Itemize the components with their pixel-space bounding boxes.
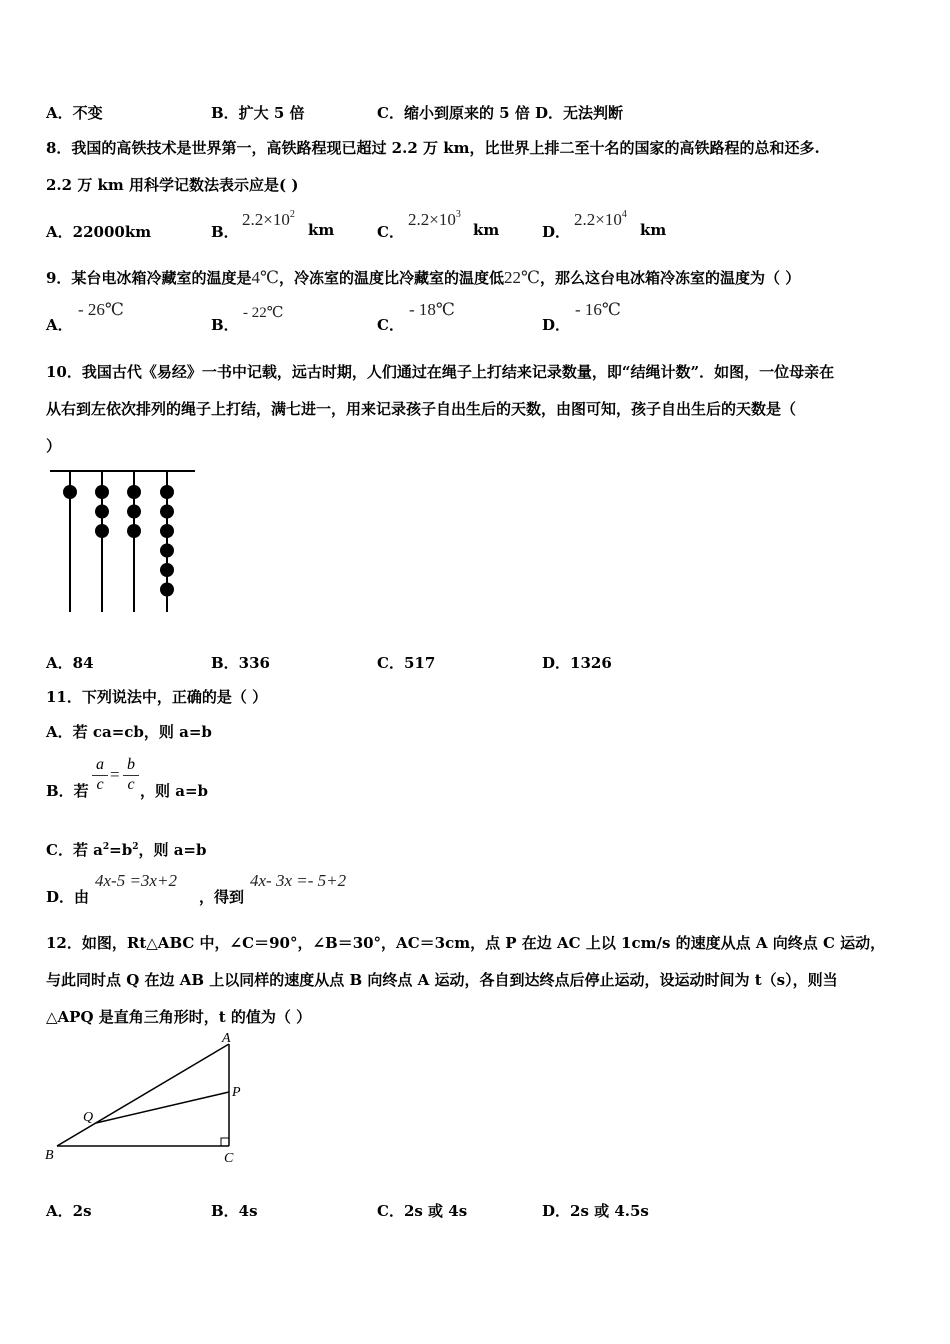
rope-4-knot <box>160 583 174 597</box>
rope-1-knot <box>63 485 77 499</box>
rope-2-knot <box>95 485 109 499</box>
q9-option-b-label: B． <box>211 316 239 334</box>
q9-option-a-label: A． <box>46 316 73 334</box>
q9-temp-fridge: 4℃ <box>251 268 279 287</box>
rope-3-knot <box>127 505 141 519</box>
label-a: A <box>222 1031 231 1046</box>
right-angle-mark <box>221 1138 229 1146</box>
rope-4-knot <box>160 544 174 558</box>
q11-option-b-pre: B．若 <box>46 782 89 800</box>
triangle-figure <box>40 1030 250 1170</box>
q8-stem-line1: 8．我国的高铁技术是世界第一，高铁路程现已超过 2.2 万 km，比世界上排二至十名的国家的高铁路程的总和还多. <box>46 139 820 157</box>
q9-option-c-label: C． <box>377 316 404 334</box>
q10-option-a: A．84 <box>46 654 94 672</box>
q12-stem-line3: △APQ 是直角三角形时，t 的值为（ ） <box>46 1008 312 1026</box>
rope-4-knot <box>160 485 174 499</box>
side-ab <box>57 1044 229 1146</box>
q11-option-b-post: ，则 a=b <box>140 782 208 800</box>
q11-option-d-mid: ，得到 <box>199 888 245 906</box>
q9-option-d-value: - 16℃ <box>575 300 621 319</box>
q11-option-c: C．若 $a^2=b^2$，则 a=b <box>46 841 207 859</box>
q11-option-d-pre: D．由 <box>46 888 90 906</box>
q11-stem: 11．下列说法中，正确的是（ ） <box>46 688 268 706</box>
q12-stem-line1: 12．如图，Rt△ABC 中，∠C＝90°，∠B＝30°，AC＝3cm，点 P 在边 AC 上以 1cm/s 的速度从点 A 向终点 C 运动， <box>46 934 886 952</box>
q8-option-d-value: $2.2\times 10^4$ <box>574 209 627 229</box>
q9-temp-diff: 22℃ <box>504 268 541 287</box>
q11-equals-sign: = <box>110 765 120 784</box>
q11-fraction-a-over-c: $\frac{a}{c}$ <box>92 756 108 794</box>
rope-4-knot <box>160 563 174 577</box>
q10-stem-line2: 从右到左依次排列的绳子上打结，满七进一，用来记录孩子自出生后的天数，由图可知，孩子自出生后的天数是（ <box>46 400 797 418</box>
q10-stem-line1: 10．我国古代《易经》一书中记载，远古时期，人们通过在绳子上打结来记录数量，即“结绳计数”．如图，一位母亲在 <box>46 363 835 381</box>
q11-equation-result: 4x- 3x =- 5+2 <box>250 871 347 890</box>
q9-option-b-value: - 22℃ <box>243 305 284 321</box>
label-b: B <box>45 1148 54 1163</box>
rope-3-knot <box>127 524 141 538</box>
q12-option-d: D．2s 或 4.5s <box>542 1202 649 1220</box>
q8-option-a: A．22000km <box>46 223 152 241</box>
q11-fraction-b-over-c: $\frac{b}{c}$ <box>123 756 139 794</box>
rope-2-knot <box>95 505 109 519</box>
q8-option-c-label: C． <box>377 223 404 241</box>
q11-option-a: A．若 ca=cb，则 a=b <box>46 723 212 741</box>
q12-option-b: B．4s <box>211 1202 258 1220</box>
rope-3-knot <box>127 485 141 499</box>
q8-option-c-value: $2.2\times 10^3$ <box>408 209 461 229</box>
q12-option-c: C．2s 或 4s <box>377 1202 468 1220</box>
q8-option-d-label: D． <box>542 223 571 241</box>
q10-option-b: B．336 <box>211 654 270 672</box>
q10-option-d: D．1326 <box>542 654 612 672</box>
q8-stem-line2: 2.2 万 km 用科学记数法表示应是( ) <box>46 176 299 194</box>
rope-2-knot <box>95 524 109 538</box>
label-p: P <box>232 1085 241 1100</box>
q11-equation-original: 4x-5 =3x+2 <box>95 871 177 890</box>
q8-option-c-unit: km <box>473 221 500 239</box>
rope-4-knot <box>160 524 174 538</box>
q8-option-b-label: B． <box>211 223 239 241</box>
label-c: C <box>224 1151 234 1166</box>
q8-option-b-value: $2.2\times 10^2$ <box>242 209 295 229</box>
q12-stem-line2: 与此同时点 Q 在边 AB 上以同样的速度从点 B 向终点 A 运动，各自到达终点后停止运动，设运动时间为 t（s），则当 <box>46 971 838 989</box>
q7-option-a: A．不变 <box>46 104 103 122</box>
q10-option-c: C．517 <box>377 654 436 672</box>
knot-rope-figure <box>46 462 201 617</box>
q10-stem-line3: ） <box>46 437 62 455</box>
label-q: Q <box>83 1110 94 1125</box>
q9-option-c-value: - 18℃ <box>409 300 455 319</box>
q7-option-c-d: C．缩小到原来的 5 倍 D．无法判断 <box>377 104 624 122</box>
q9-option-a-value: - 26℃ <box>78 300 124 319</box>
segment-pq <box>96 1092 229 1123</box>
rope-4-knot <box>160 505 174 519</box>
q9-option-d-label: D． <box>542 316 571 334</box>
q12-option-a: A．2s <box>46 1202 92 1220</box>
q8-option-b-unit: km <box>308 221 335 239</box>
q9-stem: 9．某台电冰箱冷藏室的温度是4℃，冷冻室的温度比冷藏室的温度低22℃，那么这台电冰箱冷冻室的温度为（ ） <box>46 268 801 287</box>
q7-option-b: B．扩大 5 倍 <box>211 104 305 122</box>
q8-option-d-unit: km <box>640 221 667 239</box>
